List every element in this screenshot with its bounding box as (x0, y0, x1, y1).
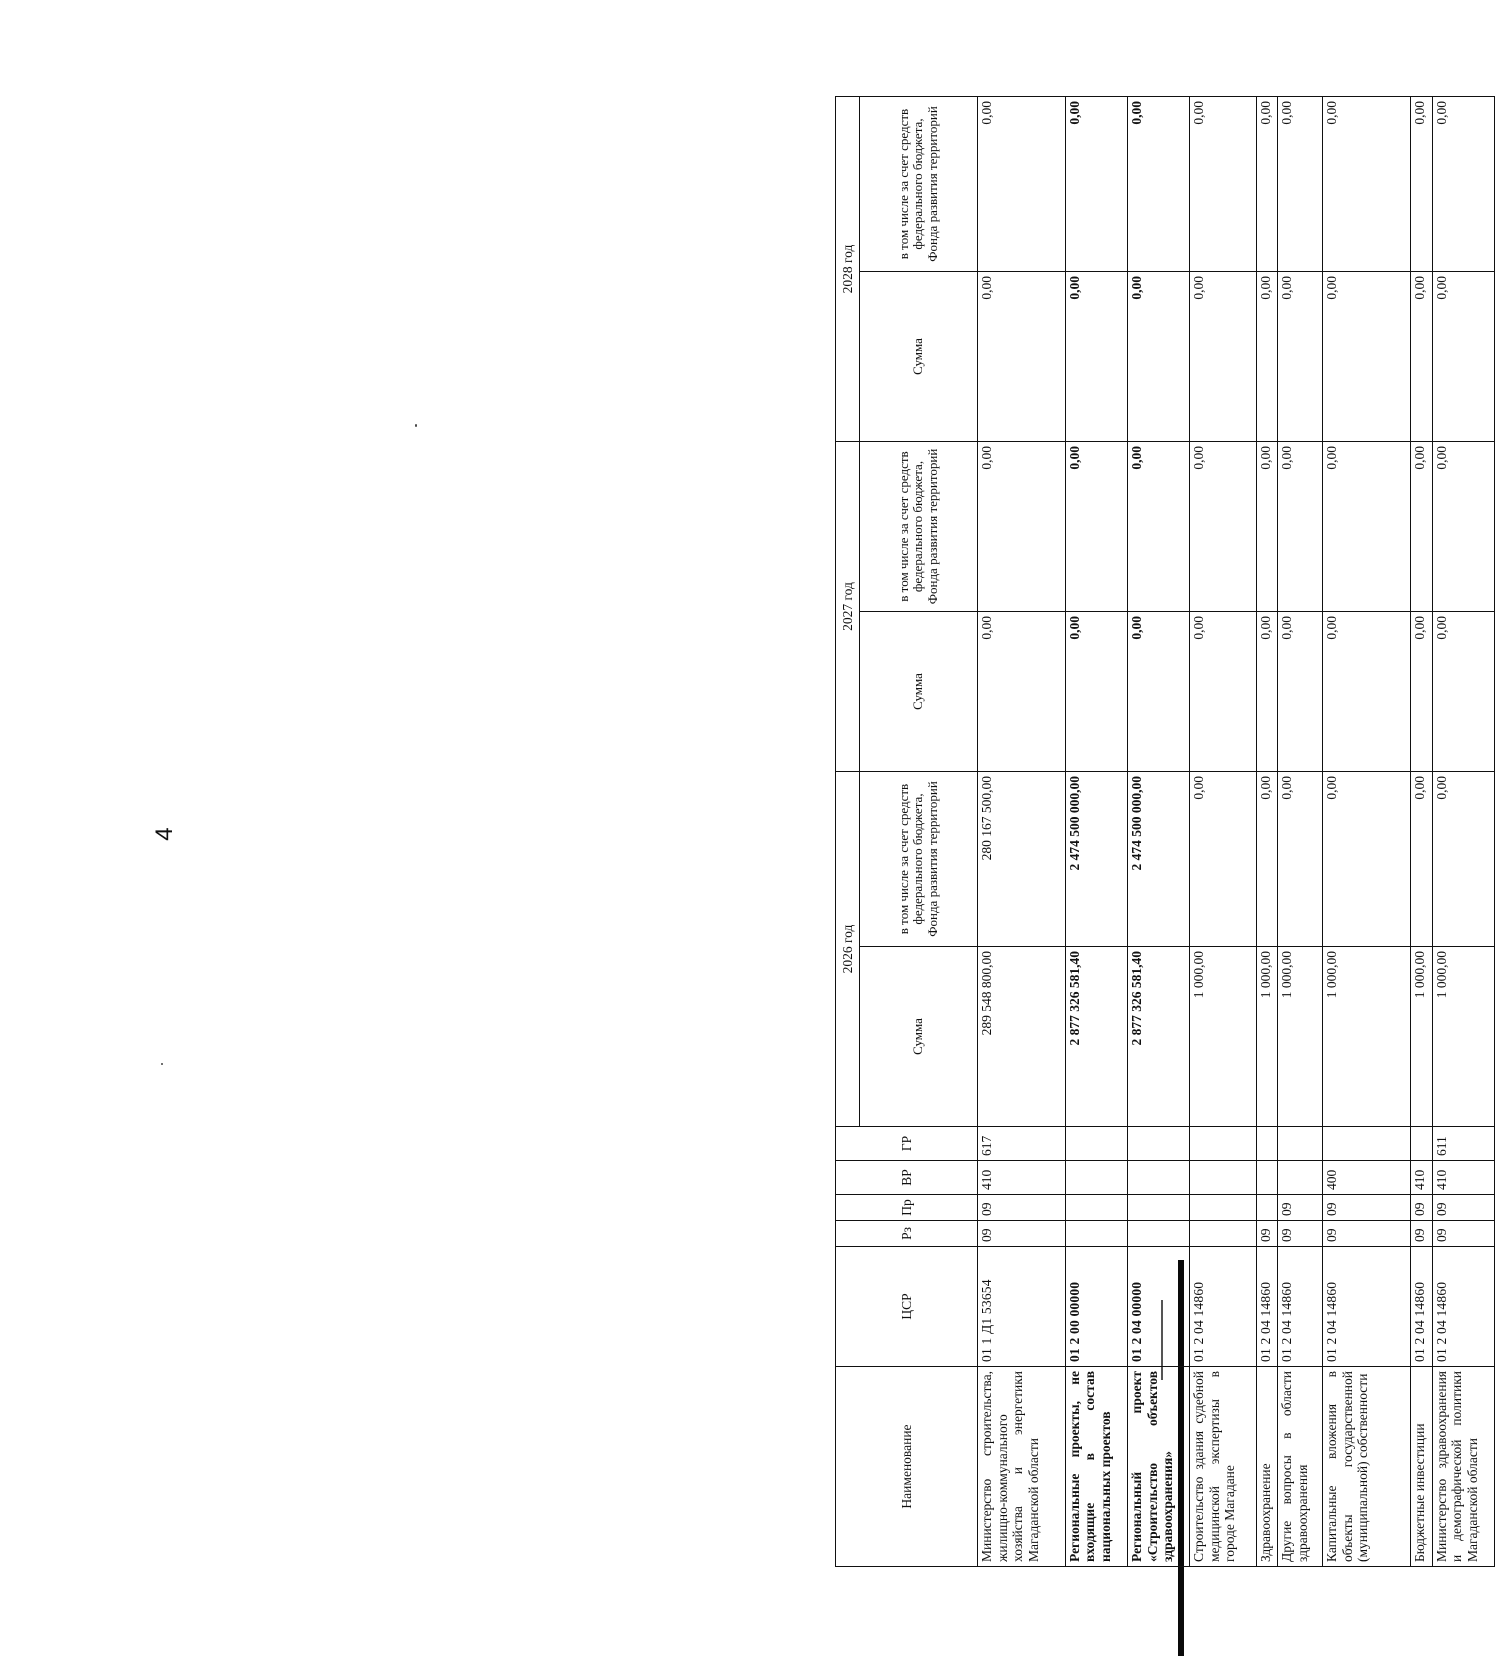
row-name: Строительство здания судебной медицинской экспертизы в городе Магадане (1190, 1367, 1257, 1567)
row-csr: 01 2 04 00000 (1128, 1247, 1190, 1367)
budget-table (835, 96, 1495, 1567)
row-rz: 09 (1278, 1221, 1323, 1247)
row-sum-2027: 0,00 (1323, 612, 1411, 772)
row-sum-2027: 0,00 (1278, 612, 1323, 772)
row-gr: 611 (1432, 1127, 1494, 1161)
row-sum-2027: 0,00 (1256, 612, 1277, 772)
row-vr: 410 (1411, 1161, 1432, 1195)
row-federal-2028: 0,00 (1323, 97, 1411, 272)
row-federal-2028: 0,00 (1411, 97, 1432, 272)
row-federal-2026: 0,00 (1323, 772, 1411, 947)
row-sum-2028: 0,00 (1065, 272, 1127, 442)
row-sum-2027: 0,00 (1128, 612, 1190, 772)
row-pr: 09 (1278, 1195, 1323, 1221)
row-sum-2028: 0,00 (1256, 272, 1277, 442)
row-sum-2026: 1 000,00 (1411, 947, 1432, 1127)
row-federal-2027: 0,00 (978, 442, 1066, 612)
row-federal-2028: 0,00 (1190, 97, 1257, 272)
col-csr-header: ЦСР (836, 1247, 978, 1367)
row-sum-2028: 0,00 (1323, 272, 1411, 442)
table-row (1432, 97, 1494, 1567)
row-federal-2027: 0,00 (1190, 442, 1257, 612)
row-sum-2027: 0,00 (1432, 612, 1494, 772)
row-sum-2028: 0,00 (1190, 272, 1257, 442)
row-vr: 410 (978, 1161, 1066, 1195)
row-sum-2027: 0,00 (1190, 612, 1257, 772)
row-sum-2026: 289 548 800,00 (978, 947, 1066, 1127)
scan-speck (415, 424, 417, 427)
row-sum-2028: 0,00 (1278, 272, 1323, 442)
row-federal-2028: 0,00 (1128, 97, 1190, 272)
row-csr: 01 2 00 00000 (1065, 1247, 1127, 1367)
table-row (1256, 97, 1277, 1567)
table-row (1411, 97, 1432, 1567)
row-federal-2028: 0,00 (1256, 97, 1277, 272)
federal-2027-header: в том числе за счет средств федерального бюджета, Фонда развития территорий (860, 442, 978, 612)
row-federal-2026: 0,00 (1432, 772, 1494, 947)
scan-speck (161, 1063, 163, 1065)
row-federal-2027: 0,00 (1323, 442, 1411, 612)
row-sum-2027: 0,00 (978, 612, 1066, 772)
table-row (1278, 97, 1323, 1567)
row-federal-2026: 2 474 500 000,00 (1128, 772, 1190, 947)
row-vr (1190, 1161, 1257, 1195)
row-pr (1190, 1195, 1257, 1221)
row-rz (1190, 1221, 1257, 1247)
row-federal-2027: 0,00 (1065, 442, 1127, 612)
col-name-header: Наименование (836, 1367, 978, 1567)
federal-2026-header: в том числе за счет средств федерального бюджета, Фонда развития территорий (860, 772, 978, 947)
row-rz: 09 (1432, 1221, 1494, 1247)
row-sum-2028: 0,00 (1128, 272, 1190, 442)
row-sum-2026: 1 000,00 (1256, 947, 1277, 1127)
table-row (978, 97, 1066, 1567)
row-federal-2027: 0,00 (1256, 442, 1277, 612)
row-name: Региональные проекты, не входящие в состав национальных проектов (1065, 1367, 1127, 1567)
row-sum-2028: 0,00 (978, 272, 1066, 442)
row-sum-2026: 1 000,00 (1432, 947, 1494, 1127)
row-vr: 400 (1323, 1161, 1411, 1195)
table-row (1323, 97, 1411, 1567)
row-name: Министерство здравоохранения и демографической политики Магаданской области (1432, 1367, 1494, 1567)
col-gr-header: ГР (836, 1127, 978, 1161)
page-number: 4 (151, 827, 178, 841)
row-sum-2026: 1 000,00 (1278, 947, 1323, 1127)
row-vr (1256, 1161, 1277, 1195)
table-row (1065, 97, 1127, 1567)
row-gr: 617 (978, 1127, 1066, 1161)
row-csr: 01 2 04 14860 (1323, 1247, 1411, 1367)
row-pr: 09 (978, 1195, 1066, 1221)
row-federal-2028: 0,00 (1278, 97, 1323, 272)
row-name: Бюджетные инвестиции (1411, 1367, 1432, 1567)
row-gr (1065, 1127, 1127, 1161)
row-csr: 01 2 04 14860 (1278, 1247, 1323, 1367)
sum-2027-header: Сумма (860, 612, 978, 772)
row-vr: 410 (1432, 1161, 1494, 1195)
row-rz (1128, 1221, 1190, 1247)
row-federal-2027: 0,00 (1411, 442, 1432, 612)
row-federal-2028: 0,00 (1065, 97, 1127, 272)
row-federal-2027: 0,00 (1432, 442, 1494, 612)
row-name: Министерство строительства, жилищно-коммунального хозяйства и энергетики Магаданской области (978, 1367, 1066, 1567)
row-sum-2026: 2 877 326 581,40 (1128, 947, 1190, 1127)
row-pr: 09 (1323, 1195, 1411, 1221)
row-federal-2026: 0,00 (1278, 772, 1323, 947)
row-csr: 01 2 04 14860 (1190, 1247, 1257, 1367)
col-pr-header: Пр (836, 1195, 978, 1221)
row-federal-2026: 2 474 500 000,00 (1065, 772, 1127, 947)
row-csr: 01 2 04 14860 (1411, 1247, 1432, 1367)
row-federal-2026: 0,00 (1256, 772, 1277, 947)
col-rz-header: Рз (836, 1221, 978, 1247)
row-vr (1278, 1161, 1323, 1195)
row-gr (1256, 1127, 1277, 1161)
row-federal-2026: 0,00 (1190, 772, 1257, 947)
row-pr: 09 (1432, 1195, 1494, 1221)
row-pr (1065, 1195, 1127, 1221)
federal-2028-header: в том числе за счет средств федерального бюджета, Фонда развития территорий (860, 97, 978, 272)
row-sum-2028: 0,00 (1411, 272, 1432, 442)
row-vr (1065, 1161, 1127, 1195)
row-rz: 09 (1323, 1221, 1411, 1247)
col-vr-header: ВР (836, 1161, 978, 1195)
row-pr (1256, 1195, 1277, 1221)
row-federal-2028: 0,00 (978, 97, 1066, 272)
row-csr: 01 2 04 14860 (1256, 1247, 1277, 1367)
sum-2028-header: Сумма (860, 272, 978, 442)
row-name: Капитальные вложения в объекты государственной (муниципальной) собственности (1323, 1367, 1411, 1567)
row-federal-2028: 0,00 (1432, 97, 1494, 272)
row-vr (1128, 1161, 1190, 1195)
year-2026-header: 2026 год (836, 772, 860, 1127)
row-gr (1323, 1127, 1411, 1161)
row-rz: 09 (1411, 1221, 1432, 1247)
row-csr: 01 2 04 14860 (1432, 1247, 1494, 1367)
row-federal-2026: 0,00 (1411, 772, 1432, 947)
row-rz (1065, 1221, 1127, 1247)
row-federal-2027: 0,00 (1278, 442, 1323, 612)
row-name: Здравоохранение (1256, 1367, 1277, 1567)
row-csr: 01 1 Д1 53654 (978, 1247, 1066, 1367)
sum-2026-header: Сумма (860, 947, 978, 1127)
row-gr (1278, 1127, 1323, 1161)
year-2027-header: 2027 год (836, 442, 860, 772)
budget-table-rotated (835, 97, 1495, 1567)
row-sum-2026: 1 000,00 (1323, 947, 1411, 1127)
table-row (1190, 97, 1257, 1567)
row-gr (1128, 1127, 1190, 1161)
row-sum-2027: 0,00 (1411, 612, 1432, 772)
row-rz: 09 (1256, 1221, 1277, 1247)
row-rz: 09 (978, 1221, 1066, 1247)
row-pr (1128, 1195, 1190, 1221)
row-federal-2026: 280 167 500,00 (978, 772, 1066, 947)
row-name: Другие вопросы в области здравоохранения (1278, 1367, 1323, 1567)
row-sum-2027: 0,00 (1065, 612, 1127, 772)
header-row-years (836, 97, 860, 1567)
year-2028-header: 2028 год (836, 97, 860, 442)
table-row (1128, 97, 1190, 1567)
row-pr: 09 (1411, 1195, 1432, 1221)
row-name: Региональный проект «Строительство объектов здравоохранения» (1128, 1367, 1190, 1567)
row-sum-2026: 2 877 326 581,40 (1065, 947, 1127, 1127)
row-federal-2027: 0,00 (1128, 442, 1190, 612)
row-gr (1411, 1127, 1432, 1161)
row-sum-2028: 0,00 (1432, 272, 1494, 442)
row-gr (1190, 1127, 1257, 1161)
row-sum-2026: 1 000,00 (1190, 947, 1257, 1127)
